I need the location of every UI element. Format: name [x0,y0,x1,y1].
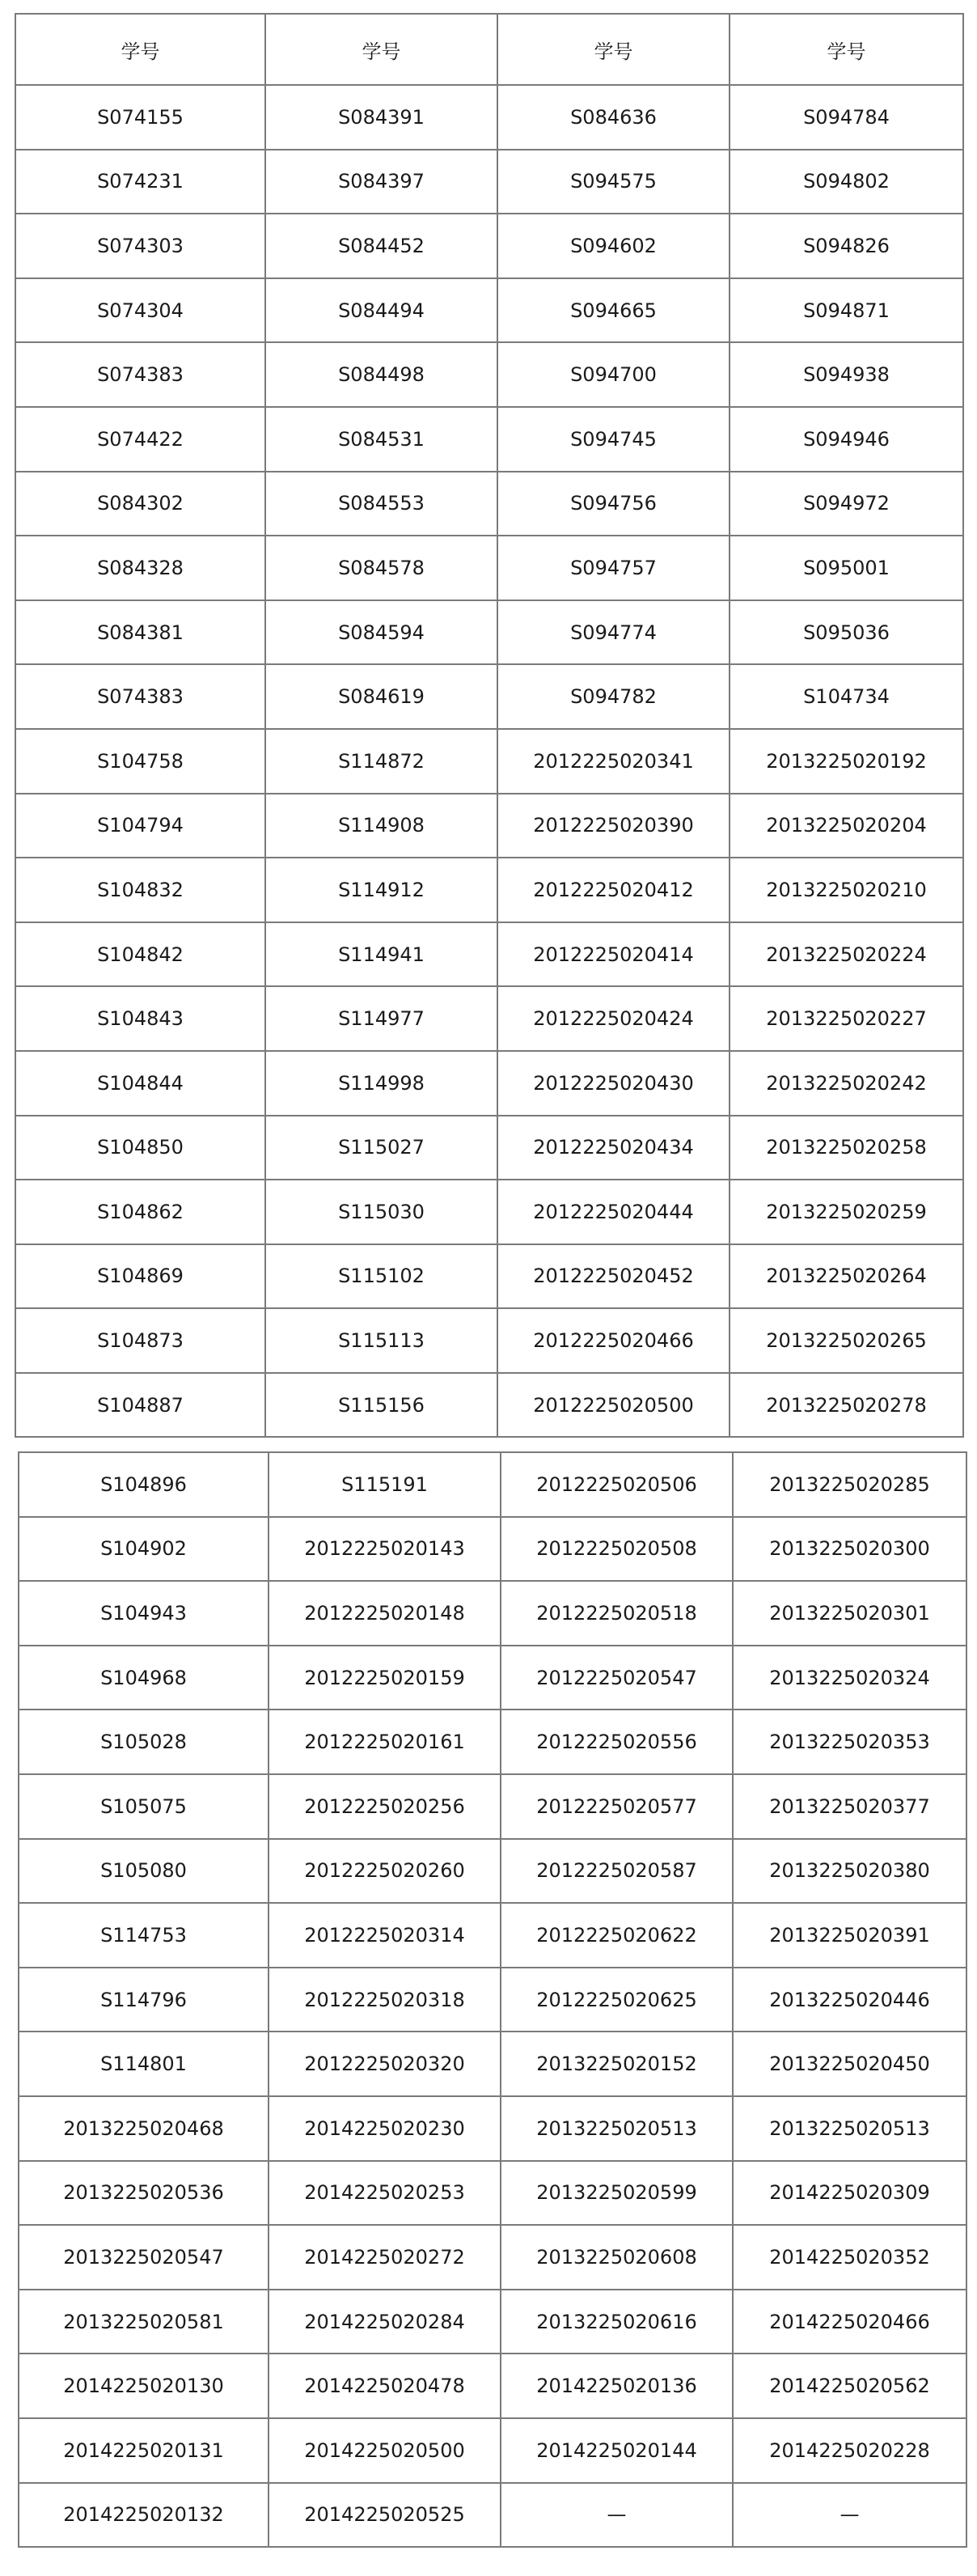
student-id-cell: S094871 [730,278,963,343]
student-id-cell: S105075 [19,1774,269,1839]
student-id-cell: S094700 [497,342,730,407]
student-id-cell: S114796 [19,1968,269,2032]
table-row [15,407,963,472]
student-id-cell: S074383 [15,342,265,407]
student-id-cell: S084619 [265,664,497,729]
table-row [19,2225,966,2290]
student-id-cell: 2013225020285 [733,1452,966,1517]
student-id-cell: 2012225020434 [497,1116,730,1180]
student-id-cell: S114998 [265,1051,497,1116]
student-id-cell: 2014225020131 [19,2418,269,2483]
student-id-cell: 2013225020513 [733,2096,966,2161]
student-id-cell: 2012225020625 [501,1968,733,2032]
table-row [19,2354,966,2418]
table-row [15,858,963,922]
student-id-cell: S104869 [15,1244,265,1309]
student-id-cell: 2013225020446 [733,1968,966,2032]
student-id-cell: 2014225020272 [269,2225,501,2290]
student-id-cell: S094782 [497,664,730,729]
student-id-cell: S114908 [265,794,497,858]
student-id-cell: 2014225020500 [269,2418,501,2483]
student-id-cell: S094756 [497,472,730,536]
student-id-cell: 2012225020500 [497,1373,730,1438]
table-row [15,664,963,729]
student-id-cell: S094665 [497,278,730,343]
student-id-cell: 2012225020260 [269,1839,501,1904]
table-row [15,278,963,343]
table-row [15,85,963,150]
student-id-cell: S104842 [15,922,265,987]
student-id-cell: 2012225020318 [269,1968,501,2032]
table-row [19,1710,966,1774]
student-id-cell: S104850 [15,1116,265,1180]
student-id-cell: 2012225020622 [501,1903,733,1968]
student-id-cell: S084531 [265,407,497,472]
student-id-cell: S114912 [265,858,497,922]
student-id-cell: — [501,2483,733,2548]
student-id-cell: 2013225020192 [730,729,963,794]
student-id-cell: 2014225020466 [733,2290,966,2354]
student-id-cell: S074422 [15,407,265,472]
student-id-cell: 2012225020444 [497,1180,730,1244]
student-id-cell: S104832 [15,858,265,922]
column-header: 学号 [730,14,963,85]
student-id-cell: S084302 [15,472,265,536]
student-id-cell: S084636 [497,85,730,150]
student-id-cell: 2012225020159 [269,1646,501,1710]
student-id-cell: 2014225020228 [733,2418,966,2483]
student-id-cell: 2013225020210 [730,858,963,922]
student-id-cell: S114801 [19,2032,269,2096]
student-id-cell: S105080 [19,1839,269,1904]
student-id-cell: S074231 [15,150,265,214]
student-id-cell: S104844 [15,1051,265,1116]
student-id-cell: 2012225020256 [269,1774,501,1839]
table-row [15,794,963,858]
table-row [15,1373,963,1438]
student-id-cell: 2012225020341 [497,729,730,794]
student-id-cell: S104758 [15,729,265,794]
student-id-cell: S094972 [730,472,963,536]
student-id-cell: 2012225020466 [497,1308,730,1373]
student-id-cell: 2013225020353 [733,1710,966,1774]
column-header: 学号 [15,14,265,85]
student-id-cell: S094757 [497,536,730,600]
student-id-cell: S094946 [730,407,963,472]
student-id-cell: 2014225020230 [269,2096,501,2161]
header-row [15,14,963,85]
student-id-cell: 2013225020450 [733,2032,966,2096]
table-row [15,986,963,1051]
table-row [19,2096,966,2161]
student-id-cell: 2013225020608 [501,2225,733,2290]
student-id-cell: S115156 [265,1373,497,1438]
student-id-cell: S104794 [15,794,265,858]
column-header: 学号 [265,14,497,85]
student-id-cell: 2013225020599 [501,2161,733,2226]
student-id-cell: S104887 [15,1373,265,1438]
student-id-cell: 2012225020161 [269,1710,501,1774]
table-row [19,2290,966,2354]
table-row [15,1244,963,1309]
table-row [19,1968,966,2032]
student-id-cell: 2013225020300 [733,1517,966,1582]
student-id-cell: 2014225020525 [269,2483,501,2548]
student-id-cell: S084494 [265,278,497,343]
student-id-cell: 2013225020259 [730,1180,963,1244]
student-id-cell: 2013225020581 [19,2290,269,2354]
student-id-cell: 2012225020430 [497,1051,730,1116]
student-id-cell: 2014225020132 [19,2483,269,2548]
student-id-cell: 2013225020324 [733,1646,966,1710]
table-row [19,1581,966,1646]
student-id-cell: S095036 [730,600,963,665]
student-id-cell: S114872 [265,729,497,794]
student-id-cell: 2012225020143 [269,1517,501,1582]
student-id-cell: 2013225020264 [730,1244,963,1309]
student-id-cell: 2012225020414 [497,922,730,987]
student-id-cell: 2013225020204 [730,794,963,858]
student-id-cell: S084498 [265,342,497,407]
student-id-cell: S084578 [265,536,497,600]
student-id-cell: 2013225020265 [730,1308,963,1373]
student-id-cell: 2013225020224 [730,922,963,987]
student-id-cell: 2012225020452 [497,1244,730,1309]
table-row [15,342,963,407]
table-row [15,922,963,987]
student-id-cell: 2013225020468 [19,2096,269,2161]
student-id-cell: S114941 [265,922,497,987]
student-id-cell: S084553 [265,472,497,536]
table-row [19,2418,966,2483]
student-id-cell: S105028 [19,1710,269,1774]
student-id-cell: S074383 [15,664,265,729]
student-id-cell: S094575 [497,150,730,214]
student-id-cell: 2013225020391 [733,1903,966,1968]
student-id-cell: 2012225020390 [497,794,730,858]
student-id-cell: 2012225020518 [501,1581,733,1646]
student-id-cell: 2013225020616 [501,2290,733,2354]
student-id-cell: S094774 [497,600,730,665]
student-id-table-1 [15,13,964,1438]
student-id-cell: 2012225020412 [497,858,730,922]
student-id-cell: 2014225020136 [501,2354,733,2418]
student-id-cell: S114753 [19,1903,269,1968]
student-id-cell: 2013225020380 [733,1839,966,1904]
table-row [19,1774,966,1839]
student-id-cell: 2013225020258 [730,1116,963,1180]
student-id-cell: 2012225020547 [501,1646,733,1710]
student-id-cell: 2013225020536 [19,2161,269,2226]
student-id-cell: 2012225020556 [501,1710,733,1774]
student-id-cell: 2014225020130 [19,2354,269,2418]
student-id-cell: S104862 [15,1180,265,1244]
student-id-cell: — [733,2483,966,2548]
student-id-cell: S104968 [19,1646,269,1710]
student-id-cell: 2012225020577 [501,1774,733,1839]
student-id-cell: S104943 [19,1581,269,1646]
student-id-table-2 [18,1451,967,2548]
student-id-cell: 2013225020152 [501,2032,733,2096]
student-id-cell: S094745 [497,407,730,472]
student-id-cell: S094826 [730,214,963,278]
student-id-cell: 2013225020547 [19,2225,269,2290]
student-id-cell: 2014225020144 [501,2418,733,2483]
table-row [19,1517,966,1582]
student-id-cell: S084381 [15,600,265,665]
student-id-cell: S094784 [730,85,963,150]
table-row [19,1646,966,1710]
student-id-cell: 2014225020562 [733,2354,966,2418]
table-row [15,600,963,665]
student-id-cell: S084328 [15,536,265,600]
student-id-cell: 2014225020352 [733,2225,966,2290]
table-row [19,1839,966,1904]
student-id-cell: S074155 [15,85,265,150]
student-id-cell: 2013225020242 [730,1051,963,1116]
student-id-cell: 2012225020148 [269,1581,501,1646]
student-id-cell: S115027 [265,1116,497,1180]
student-id-cell: S115113 [265,1308,497,1373]
student-id-cell: S115102 [265,1244,497,1309]
student-id-cell: S104734 [730,664,963,729]
student-id-cell: 2013225020227 [730,986,963,1051]
student-id-cell: S084397 [265,150,497,214]
student-id-cell: S104896 [19,1452,269,1517]
table-row [19,1452,966,1517]
student-id-cell: 2014225020478 [269,2354,501,2418]
table-row [19,2161,966,2226]
student-id-cell: S084452 [265,214,497,278]
table-row [19,1903,966,1968]
student-id-cell: 2013225020301 [733,1581,966,1646]
student-id-cell: S074303 [15,214,265,278]
table-row [19,2032,966,2096]
student-id-cell: S104843 [15,986,265,1051]
column-header: 学号 [497,14,730,85]
table-row [15,1308,963,1373]
student-id-cell: S095001 [730,536,963,600]
student-id-cell: 2014225020309 [733,2161,966,2226]
table-row [15,729,963,794]
student-id-cell: S115030 [265,1180,497,1244]
student-id-cell: 2012225020587 [501,1839,733,1904]
table-row [15,1051,963,1116]
student-id-cell: 2012225020424 [497,986,730,1051]
student-id-cell: 2012225020314 [269,1903,501,1968]
student-id-cell: S114977 [265,986,497,1051]
student-id-cell: 2014225020284 [269,2290,501,2354]
table-row [15,472,963,536]
student-id-cell: 2014225020253 [269,2161,501,2226]
student-id-cell: S084391 [265,85,497,150]
table-row [15,150,963,214]
student-id-cell: 2013225020377 [733,1774,966,1839]
student-id-cell: S094938 [730,342,963,407]
student-id-cell: S094602 [497,214,730,278]
table-row [15,1180,963,1244]
student-id-cell: 2012225020508 [501,1517,733,1582]
student-id-cell: 2013225020278 [730,1373,963,1438]
student-id-cell: S115191 [269,1452,501,1517]
student-id-cell: S104873 [15,1308,265,1373]
student-id-cell: 2012225020506 [501,1452,733,1517]
student-id-cell: S074304 [15,278,265,343]
student-id-cell: S094802 [730,150,963,214]
student-id-cell: 2012225020320 [269,2032,501,2096]
student-id-cell: 2013225020513 [501,2096,733,2161]
student-id-cell: S104902 [19,1517,269,1582]
table-row [19,2483,966,2548]
table-row [15,1116,963,1180]
table-row [15,536,963,600]
table-row [15,214,963,278]
student-id-cell: S084594 [265,600,497,665]
